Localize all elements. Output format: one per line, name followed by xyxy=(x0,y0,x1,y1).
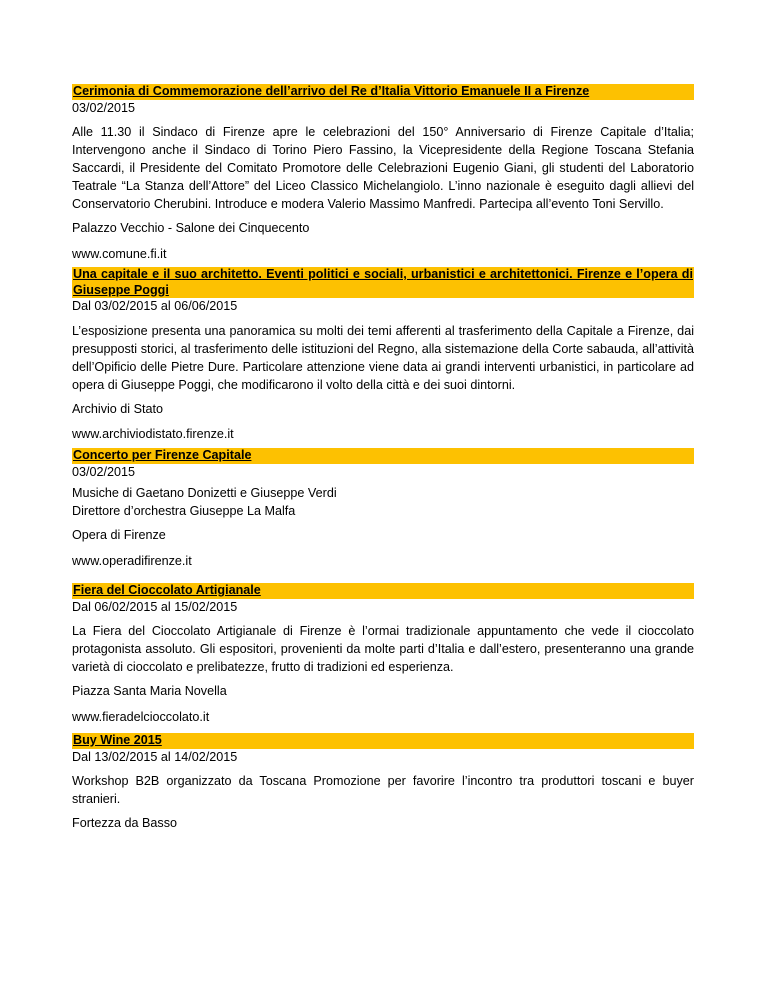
event-entry xyxy=(72,583,694,725)
event-description xyxy=(72,484,694,520)
event-venue: Fortezza da Basso xyxy=(72,816,177,830)
event-title: Buy Wine 2015 xyxy=(72,733,694,749)
event-entry xyxy=(72,448,694,569)
event-description: Workshop B2B organizzato da Toscana Promozione per favorire l’incontro tra produttori toscani e buyer stranieri. xyxy=(72,774,694,806)
event-description: L’esposizione presenta una panoramica su molti dei temi afferenti al trasferimento della Capitale a Firenze, dai presupposti storici, al trasferimento delle istituzioni del Regno, alla sistemazione della Corte sabauda, all’attività dell’Opificio delle Pietre Dure. Particolare attenzione viene data ai grandi interventi urbanistici, in particolare ad opera di Giuseppe Poggi, che modificarono il volto della città e dei suoi dintorni. xyxy=(72,323,694,392)
event-date: 03/02/2015 xyxy=(72,100,136,115)
event-entry xyxy=(72,267,694,443)
event-description-line: Direttore d’orchestra Giuseppe La Malfa xyxy=(72,504,296,518)
event-entry xyxy=(72,84,694,262)
event-venue: Palazzo Vecchio - Salone dei Cinquecento xyxy=(72,221,310,235)
event-date: Dal 03/02/2015 al 06/06/2015 xyxy=(72,299,238,313)
event-title: Una capitale e il suo architetto. Eventi politici e sociali, urbanistici e architettonici. Firenze e l’opera di Giuseppe Poggi xyxy=(73,267,693,297)
event-description: La Fiera del Cioccolato Artigianale di Firenze è l’ormai tradizionale appuntamento che vede il cioccolato protagonista assoluto. Gli espositori, provenienti da molte parti d’Italia e dall’estero, presenteranno una grande varietà di cioccolato e prelibatezze, frutto di tradizioni ed esperienza. xyxy=(72,624,694,674)
event-venue: Opera di Firenze xyxy=(72,528,166,542)
event-title: Concerto per Firenze Capitale xyxy=(72,448,694,464)
event-entry xyxy=(72,733,694,832)
event-date: Dal 13/02/2015 al 14/02/2015 xyxy=(72,749,238,764)
event-date: Dal 06/02/2015 al 15/02/2015 xyxy=(72,599,238,614)
event-description: Alle 11.30 il Sindaco di Firenze apre le celebrazioni del 150° Anniversario di Firenze Capitale d’Italia; Intervengono anche il Sindaco di Torino Piero Fassino, la Vicepresidente della Regione Toscana Stefania Saccardi, il Presidente del Comitato Promotore delle Celebrazioni Eugenio Giani, gli studenti del Laboratorio Teatrale “La Stanza dell’Attore” del Liceo Classico Michelangiolo. L’inno nazionale è eseguito dagli allievi del Conservatorio Cherubini. Introduce e modera Valerio Massimo Manfredi. Partecipa all’evento Toni Servillo. xyxy=(72,125,694,211)
event-venue: Piazza Santa Maria Novella xyxy=(72,684,227,698)
event-venue: Archivio di Stato xyxy=(72,401,163,416)
event-date: 03/02/2015 xyxy=(72,464,136,479)
event-description-line: Musiche di Gaetano Donizetti e Giuseppe Verdi xyxy=(72,486,337,500)
event-url: www.archiviodistato.firenze.it xyxy=(72,427,234,441)
event-title: Fiera del Cioccolato Artigianale xyxy=(72,583,694,599)
event-url: www.fieradelcioccolato.it xyxy=(72,709,210,724)
event-title: Cerimonia di Commemorazione dell’arrivo del Re d’Italia Vittorio Emanuele II a Firenze xyxy=(72,84,694,100)
event-url: www.comune.fi.it xyxy=(72,246,167,261)
event-url: www.operadifirenze.it xyxy=(72,553,192,568)
